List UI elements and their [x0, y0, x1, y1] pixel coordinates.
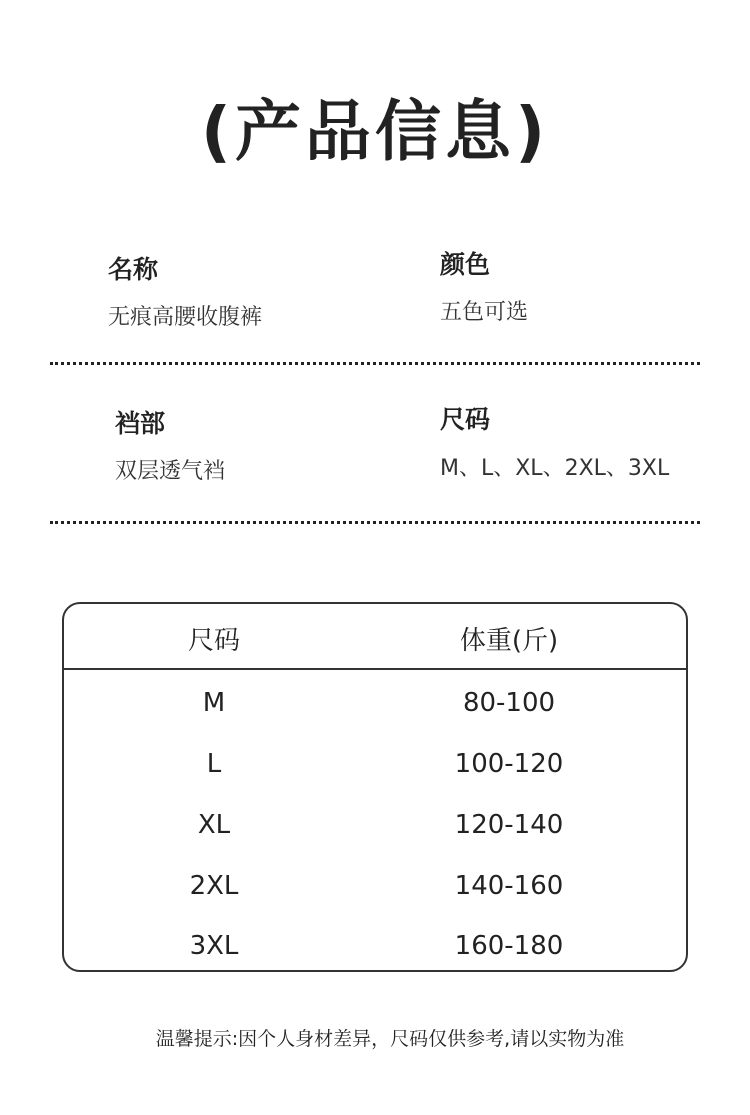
- row-size: 3XL: [189, 931, 239, 961]
- page-title: (产品信息): [200, 93, 550, 170]
- dotted-divider-top: [50, 362, 700, 365]
- row-weight: 80-100: [462, 688, 556, 718]
- size-label: 尺码: [440, 405, 491, 434]
- row-size: XL: [197, 810, 231, 840]
- header-size: 尺码: [187, 626, 240, 656]
- name-label: 名称: [108, 255, 159, 284]
- table-row: [64, 798, 686, 858]
- color-label: 颜色: [440, 250, 491, 279]
- dotted-divider-bottom: [50, 521, 700, 524]
- row-weight: 120-140: [454, 810, 564, 840]
- row-weight: 160-180: [454, 931, 564, 961]
- row-weight: 140-160: [454, 871, 564, 901]
- row-size: 2XL: [189, 871, 239, 901]
- table-row: [64, 676, 686, 736]
- row-weight: 100-120: [454, 749, 564, 779]
- table-header: [64, 604, 686, 670]
- header-weight: 体重(斤): [459, 626, 559, 656]
- color-value: 五色可选: [440, 300, 529, 325]
- size-table: [62, 602, 688, 972]
- table-row: [64, 859, 686, 919]
- row-size: M: [202, 688, 226, 718]
- name-value: 无痕高腰收腹裤: [108, 305, 263, 330]
- table-row: [64, 919, 686, 979]
- row-size: L: [206, 749, 222, 779]
- table-row: [64, 737, 686, 797]
- size-value: M、L、XL、2XL、3XL: [440, 456, 670, 481]
- footnote: 温馨提示:因个人身材差异，尺码仅供参考,请以实物为准: [155, 1028, 625, 1050]
- crotch-value: 双层透气裆: [115, 459, 226, 484]
- crotch-label: 裆部: [115, 409, 166, 438]
